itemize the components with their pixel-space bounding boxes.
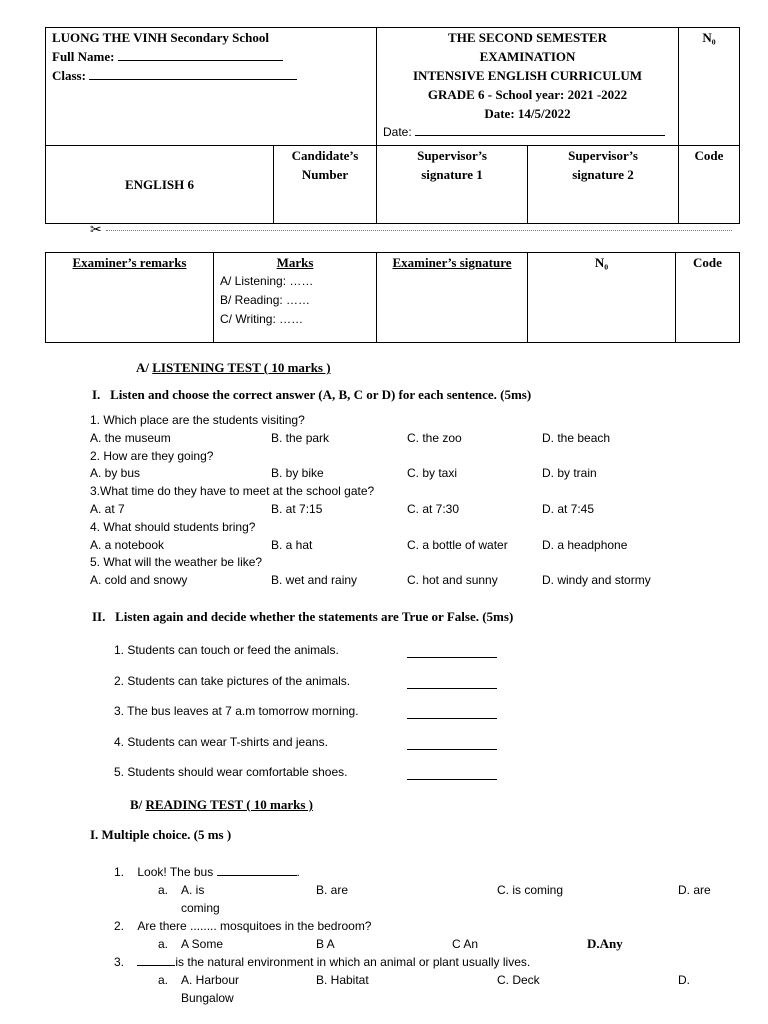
- true-false-blank[interactable]: [407, 657, 497, 658]
- reading-mark[interactable]: B/ Reading: ……: [220, 293, 311, 307]
- listening-questions: [90, 413, 750, 591]
- statement-row: [114, 704, 359, 735]
- marks-number-cell: [528, 253, 676, 343]
- option-a[interactable]: A. the museum: [90, 430, 171, 445]
- question-text: 3.What time do they have to meet at the school gate?: [90, 484, 375, 499]
- option-a[interactable]: A. a notebook: [90, 537, 165, 552]
- reading-part1-heading: I. Multiple choice. (5 ms ): [90, 827, 232, 842]
- candidate-number-label: Candidate’s Number: [291, 148, 359, 182]
- reading-heading: B/ READING TEST ( 10 marks ): [130, 797, 314, 812]
- question-text: 4. What should students bring?: [90, 519, 256, 534]
- statement-row: [114, 735, 359, 766]
- supervisor1-cell: [377, 146, 528, 224]
- listening-part2-heading: II. Listen again and decide whether the statements are True or False. (5ms): [92, 609, 514, 624]
- option-d[interactable]: D.Any: [587, 936, 623, 951]
- marks-number-label: N₀: [594, 255, 609, 270]
- exam-date: Date: 14/5/2022: [484, 106, 571, 121]
- question-text: 2. How are they going?: [90, 448, 214, 463]
- answer-options-row: [90, 573, 750, 591]
- subject-cell: [46, 146, 274, 224]
- examiner-signature-label: Examiner’s signature: [392, 255, 512, 270]
- true-false-blank[interactable]: [407, 779, 497, 780]
- exam-title-line: EXAMINATION: [479, 49, 576, 64]
- option-b[interactable]: B. the park: [271, 430, 330, 445]
- supervisor1-label: signature 1: [421, 167, 483, 182]
- option-d[interactable]: D. the beach: [542, 430, 611, 445]
- marks-code-label: Code: [693, 255, 722, 270]
- option-a[interactable]: A Some: [181, 937, 224, 951]
- listening-mark[interactable]: A/ Listening: ……: [220, 274, 314, 288]
- option-d[interactable]: D. are: [678, 883, 711, 897]
- statement-text: 3. The bus leaves at 7 a.m tomorrow morning.: [114, 704, 359, 719]
- remarks-cell: [46, 253, 214, 343]
- option-d[interactable]: D. by train: [542, 466, 597, 481]
- answer-options-row: [90, 538, 750, 556]
- signature-cell: [377, 253, 528, 343]
- option-letter: a.: [158, 937, 169, 951]
- reading-question-2: 2. Are there ........ mosquitoes in the bedroom?: [114, 919, 372, 933]
- writing-mark[interactable]: C/ Writing: ……: [220, 312, 304, 326]
- statement-text: 1. Students can touch or feed the animals.: [114, 643, 339, 657]
- number-label: N₀: [702, 30, 716, 45]
- option-d-continued: coming: [181, 901, 220, 915]
- option-d[interactable]: D. windy and stormy: [542, 573, 651, 588]
- full-name-field[interactable]: Full Name:: [52, 47, 370, 66]
- option-d[interactable]: D. a headphone: [542, 537, 628, 552]
- listening-part1-heading: I. Listen and choose the correct answer (A, B, C or D) for each sentence. (5ms): [92, 387, 532, 402]
- header-table: [45, 27, 740, 224]
- cut-line: [106, 230, 732, 231]
- option-letter: a.: [158, 883, 169, 897]
- option-c[interactable]: C. a bottle of water: [407, 537, 508, 552]
- answer-options-row: [90, 502, 750, 520]
- class-field[interactable]: Class:: [52, 66, 370, 85]
- true-false-blank[interactable]: [407, 688, 497, 689]
- supervisor2-cell: [528, 146, 679, 224]
- statement-row: [114, 643, 359, 674]
- code-label: Code: [694, 148, 724, 163]
- option-c[interactable]: C. hot and sunny: [407, 573, 498, 588]
- subject-label: ENGLISH 6: [125, 177, 194, 192]
- true-false-blank[interactable]: [407, 749, 497, 750]
- candidate-number-cell: [274, 146, 377, 224]
- statement-text: 5. Students should wear comfortable shoes.: [114, 765, 348, 780]
- remarks-label: Examiner’s remarks: [72, 255, 187, 270]
- marks-label: Marks: [276, 255, 314, 270]
- option-b[interactable]: B. Habitat: [316, 973, 369, 987]
- option-a[interactable]: A. cold and snowy: [90, 573, 188, 588]
- code-cell: [679, 146, 740, 224]
- statements-list: [114, 643, 359, 796]
- option-a[interactable]: A. by bus: [90, 466, 141, 481]
- question-text: 1. Which place are the students visiting?: [90, 413, 305, 427]
- supervisor2-label: signature 2: [572, 167, 634, 182]
- option-a[interactable]: A. Harbour: [181, 973, 240, 987]
- option-b[interactable]: B. wet and rainy: [271, 573, 358, 588]
- statement-text: 4. Students can wear T-shirts and jeans.: [114, 734, 328, 749]
- option-c[interactable]: C. by taxi: [407, 466, 458, 481]
- option-d[interactable]: D.: [678, 973, 690, 987]
- option-c[interactable]: C. at 7:30: [407, 501, 460, 516]
- number-cell: [679, 28, 740, 146]
- answer-blank[interactable]: [137, 965, 175, 966]
- option-a[interactable]: A. at 7: [90, 501, 125, 516]
- true-false-blank[interactable]: [407, 718, 497, 719]
- answer-blank[interactable]: [217, 875, 297, 876]
- reading-question-3: 3. is the natural environment in which an animal or plant usually lives.: [114, 955, 531, 969]
- statement-row: [114, 674, 359, 705]
- option-c[interactable]: C. is coming: [497, 883, 564, 897]
- option-d[interactable]: D. at 7:45: [542, 501, 595, 516]
- statement-text: 2. Students can take pictures of the animals.: [114, 673, 351, 688]
- exam-curriculum: INTENSIVE ENGLISH CURRICULUM: [413, 68, 642, 83]
- option-c[interactable]: C. Deck: [497, 973, 540, 987]
- supervisor1-label: Supervisor’s: [417, 148, 487, 163]
- listening-heading: A/ LISTENING TEST ( 10 marks ): [136, 360, 331, 375]
- exam-title-line: THE SECOND SEMESTER: [448, 30, 607, 45]
- marks-table: [45, 252, 740, 343]
- answer-options-row: [90, 431, 750, 449]
- option-b[interactable]: B A: [316, 937, 335, 951]
- exam-title-cell: [377, 28, 679, 146]
- option-c[interactable]: C An: [452, 937, 479, 951]
- option-c[interactable]: C. the zoo: [407, 430, 462, 445]
- option-b[interactable]: B. a hat: [271, 537, 313, 552]
- option-letter: a.: [158, 973, 169, 987]
- marks-cell: [214, 253, 377, 343]
- statement-row: [114, 765, 359, 796]
- option-d-continued: Bungalow: [181, 991, 234, 1005]
- date-field[interactable]: Date:: [383, 123, 672, 142]
- student-info-cell: [46, 28, 377, 146]
- option-a[interactable]: A. is: [181, 883, 205, 897]
- supervisor2-label: Supervisor’s: [568, 148, 638, 163]
- answer-options-row: [90, 466, 750, 484]
- option-b[interactable]: B. are: [316, 883, 349, 897]
- option-b[interactable]: B. at 7:15: [271, 501, 323, 516]
- school-name: LUONG THE VINH Secondary School: [52, 30, 269, 45]
- option-b[interactable]: B. by bike: [271, 466, 324, 481]
- reading-question-1: 1. Look! The bus .: [114, 865, 300, 879]
- question-text: 5. What will the weather be like?: [90, 555, 263, 570]
- scissors-icon: ✂: [90, 223, 102, 238]
- marks-code-cell: [676, 253, 740, 343]
- exam-grade: GRADE 6 - School year: 2021 -2022: [427, 87, 628, 102]
